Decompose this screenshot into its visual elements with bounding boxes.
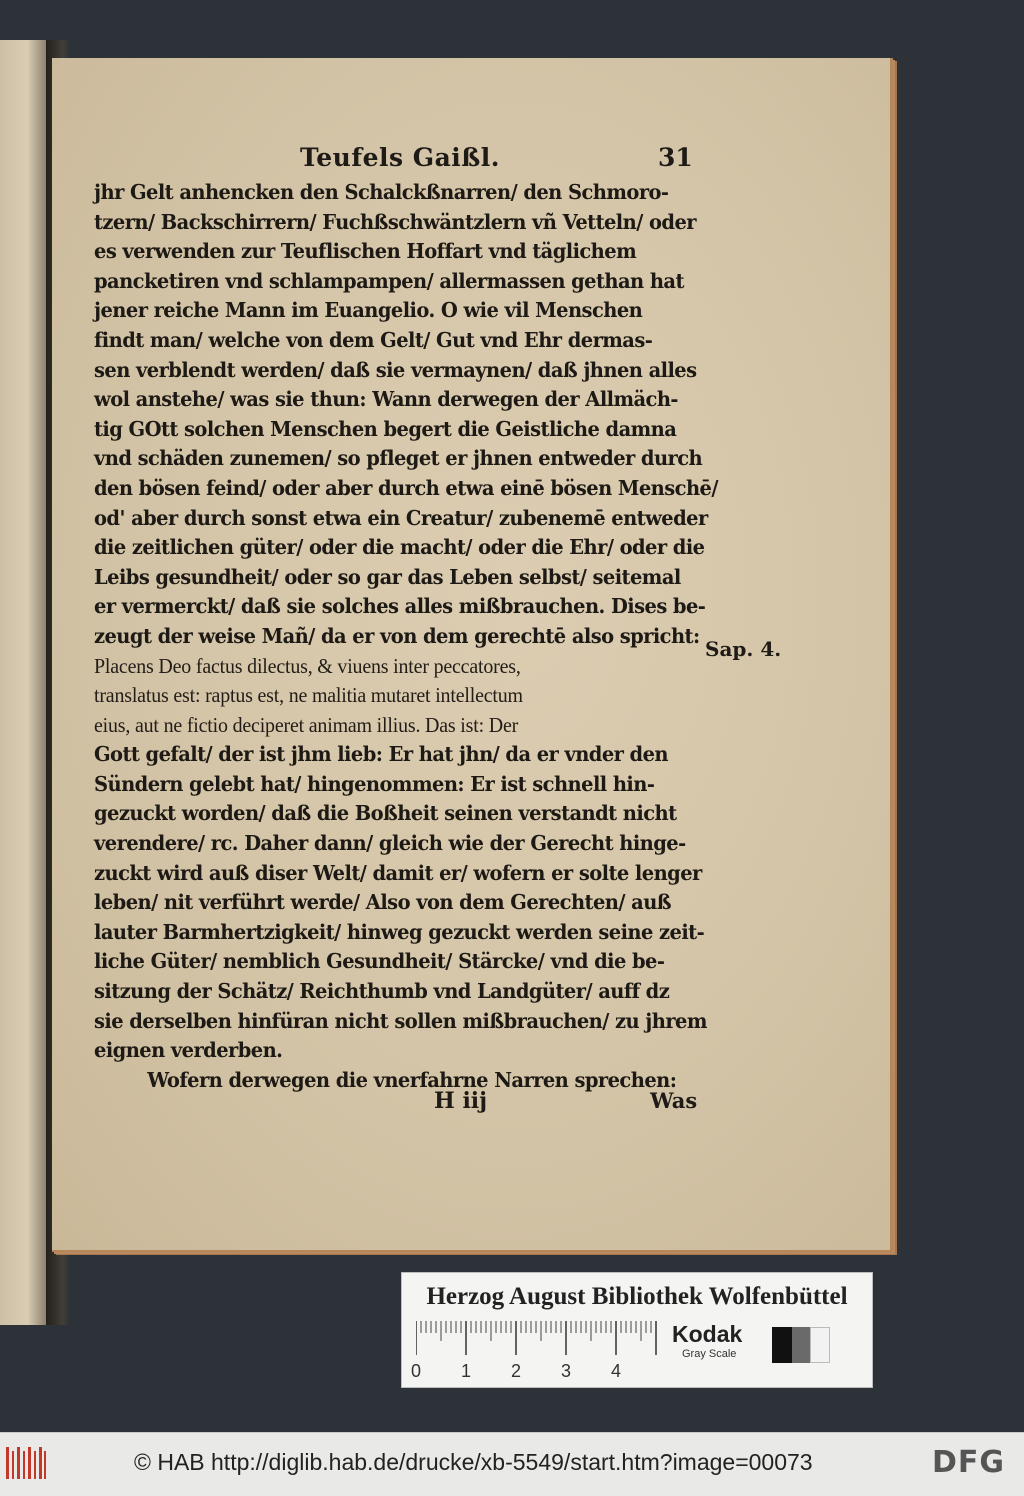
gray-scale-swatches xyxy=(772,1327,830,1363)
footer-bar xyxy=(0,1432,1024,1496)
kodak-brand: Kodak xyxy=(672,1321,743,1347)
text-line: findt man/ welche von dem Gelt/ Gut vnd Ehr dermas- xyxy=(94,327,653,352)
page-number: 31 xyxy=(658,143,693,172)
text-line: jener reiche Mann im Euangelio. O wie vil Menschen xyxy=(94,298,643,323)
ruler-number: 1 xyxy=(461,1361,472,1381)
text-line: Gott gefalt/ der ist jhm lieb: Er hat jhn/ da er vnder den xyxy=(94,742,669,767)
white-swatch xyxy=(810,1327,830,1363)
text-line: gezuckt worden/ daß die Boßheit seinen verstandt nicht xyxy=(94,801,677,826)
latin-text-line: translatus est: raptus est, ne malitia mutaret intellectum xyxy=(94,683,523,708)
text-line: vnd schäden zunemen/ so pfleget er jhnen entweder durch xyxy=(94,446,703,471)
library-label-card xyxy=(401,1272,873,1388)
signature-mark: H iij xyxy=(434,1088,488,1114)
library-name: Herzog August Bibliothek Wolfenbüttel xyxy=(426,1283,848,1310)
ruler-ticks xyxy=(416,1321,666,1355)
text-line: Leibs gesundheit/ oder so gar das Leben selbst/ seitemal xyxy=(94,564,681,589)
text-line: die zeitlichen güter/ oder die macht/ oder die Ehr/ oder die xyxy=(94,535,705,560)
catchword: Was xyxy=(650,1088,698,1113)
text-line: od' aber durch sonst etwa ein Creatur/ zubenemē entweder xyxy=(94,505,708,530)
text-line: Sündern gelebt hat/ hingenommen: Er ist schnell hin- xyxy=(94,771,655,796)
barcode-logo-icon xyxy=(6,1447,46,1479)
text-line: zuckt wird auß diser Welt/ damit er/ wofern er solte lenger xyxy=(94,860,702,885)
text-line: pancketiren vnd schlampampen/ allermassen gethan hat xyxy=(94,268,684,293)
text-line: den bösen feind/ oder aber durch etwa einē bösen Menschē/ xyxy=(94,475,718,500)
latin-text-line: eius, aut ne fictio deciperet animam illius. Das ist: Der xyxy=(94,712,519,737)
ruler-number: 4 xyxy=(611,1361,622,1381)
text-line: tzern/ Backschirrern/ Fuchßschwäntzlern vñ Vetteln/ oder xyxy=(94,209,696,234)
text-line: eignen verderben. xyxy=(94,1038,283,1063)
ruler-number: 0 xyxy=(411,1361,422,1381)
ruler-numbers xyxy=(411,1361,676,1383)
dfg-logo: DFG xyxy=(932,1445,1006,1480)
ruler xyxy=(411,1321,666,1381)
text-line: sie derselben hinfüran nicht sollen mißbrauchen/ zu jhrem xyxy=(94,1008,707,1033)
text-line: liche Güter/ nemblich Gesundheit/ Stärcke/ vnd die be- xyxy=(94,949,665,974)
text-line: er vermerckt/ daß sie solches alles mißbrauchen. Dises be- xyxy=(94,594,706,619)
text-line: Wofern derwegen die vnerfahrne Narren sprechen: xyxy=(147,1067,677,1092)
source-link[interactable]: © HAB http://diglib.hab.de/drucke/xb-5549/start.htm?image=00073 xyxy=(134,1449,813,1475)
margin-note: Sap. 4. xyxy=(705,637,782,661)
text-line: lauter Barmhertzigkeit/ hinweg gezuckt werden seine zeit- xyxy=(94,919,705,944)
latin-text-line: Placens Deo factus dilectus, & viuens inter peccatores, xyxy=(94,653,521,678)
text-line: verendere/ rc. Daher dann/ gleich wie der Gerecht hinge- xyxy=(94,831,686,856)
gray-swatch xyxy=(792,1327,810,1363)
ruler-number: 3 xyxy=(561,1361,572,1381)
ruler-number: 2 xyxy=(511,1361,522,1381)
black-swatch xyxy=(772,1327,792,1363)
running-title: Teufels Gaißl. xyxy=(300,143,500,172)
previous-page-edge xyxy=(0,40,49,1325)
text-line: jhr Gelt anhencken den Schalckßnarren/ den Schmoro- xyxy=(94,180,669,204)
text-line: sitzung der Schätz/ Reichthumb vnd Landgüter/ auff dz xyxy=(94,979,670,1004)
previous-page-marks xyxy=(4,190,18,750)
text-line: zeugt der weise Mañ/ da er von dem gerechtē also spricht: xyxy=(94,623,700,648)
text-line: sen verblendt werden/ daß sie vermaynen/ daß jhnen alles xyxy=(94,357,697,382)
page-body-text xyxy=(94,178,718,1095)
gray-scale-label: Gray Scale xyxy=(682,1348,737,1360)
text-line: wol anstehe/ was sie thun: Wann derwegen der Allmäch- xyxy=(94,387,678,412)
text-line: es verwenden zur Teuflischen Hoffart vnd täglichem xyxy=(94,239,637,264)
text-line: tig GOtt solchen Menschen begert die Geistliche damna xyxy=(94,416,677,441)
text-line: leben/ nit verführt werde/ Also von dem Gerechten/ auß xyxy=(94,890,672,915)
